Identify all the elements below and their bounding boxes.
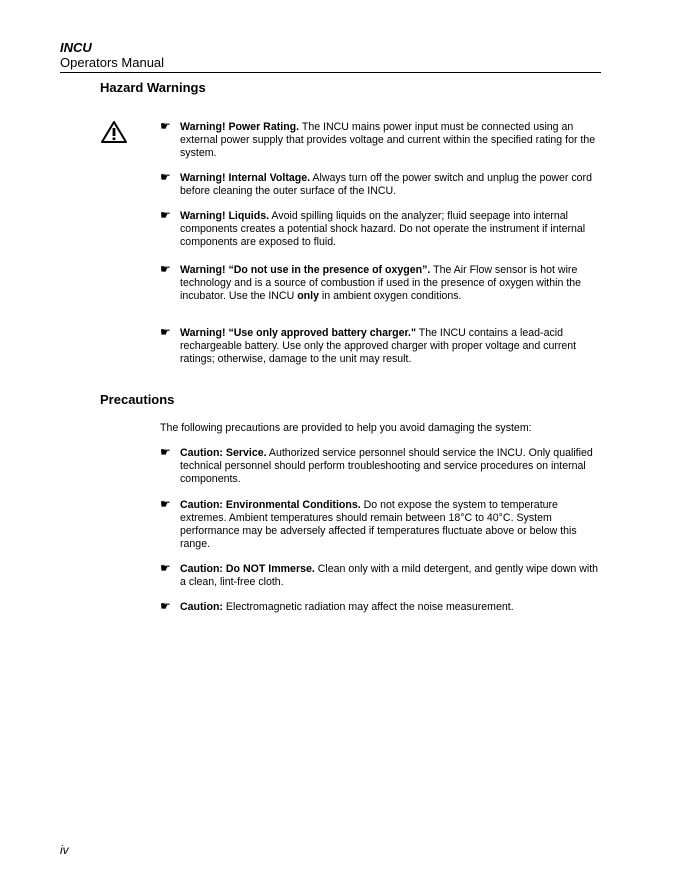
item-emphasis: only	[297, 290, 319, 302]
item-lead: Warning! Power Rating.	[180, 121, 300, 133]
item-text: Do not expose the system to temperature extremes. Ambient temperatures should remain between 18°C to 40°C. System performance may be adversely affected if temperatures fluctuate above or below this range.	[180, 499, 577, 550]
document-title: INCU	[60, 40, 92, 55]
hazard-warnings-heading: Hazard Warnings	[100, 80, 206, 95]
pointing-hand-icon: ☛	[160, 170, 171, 184]
warning-triangle-icon	[100, 120, 128, 144]
hazard-item-internal-voltage	[160, 172, 600, 198]
item-lead: Caution: Service.	[180, 447, 267, 459]
pointing-hand-icon: ☛	[160, 208, 171, 222]
pointing-hand-icon: ☛	[160, 325, 171, 339]
item-lead: Warning! Liquids.	[180, 210, 270, 222]
pointing-hand-icon: ☛	[160, 497, 171, 511]
pointing-hand-icon: ☛	[160, 262, 171, 276]
item-lead: Caution:	[180, 601, 223, 613]
page-header	[60, 40, 601, 73]
hazard-item-power-rating	[160, 121, 600, 160]
item-text: in ambient oxygen conditions.	[318, 290, 462, 302]
item-text: Authorized service personnel should service the INCU. Only qualified technical personnel should perform troubleshooting and service procedures on internal components.	[180, 447, 593, 485]
item-text: Electromagnetic radiation may affect the noise measurement.	[222, 601, 514, 613]
precaution-item-environmental	[160, 499, 600, 551]
item-text: The Air Flow sensor is hot wire technology and is a source of combustion if used in the presence of oxygen within the incubator. Use the INCU	[180, 264, 582, 302]
pointing-hand-icon: ☛	[160, 445, 171, 459]
item-lead: Warning! “Use only approved battery charger."	[180, 327, 416, 339]
pointing-hand-icon: ☛	[160, 561, 171, 575]
precautions-heading: Precautions	[100, 392, 175, 407]
item-lead: Caution: Do NOT Immerse.	[180, 563, 315, 575]
item-text: The INCU contains a lead-acid rechargeable battery. Use only the approved charger with proper voltage and current ratings; otherwise, damage to the unit may result.	[180, 327, 577, 365]
page-number: iv	[60, 843, 69, 857]
pointing-hand-icon: ☛	[160, 599, 171, 613]
hazard-item-oxygen	[160, 264, 600, 303]
precaution-item-immerse	[160, 563, 600, 589]
precautions-intro: The following precautions are provided to help you avoid damaging the system:	[160, 422, 532, 434]
hazard-item-liquids	[160, 210, 600, 249]
document-subtitle: Operators Manual	[60, 55, 165, 70]
item-text: Avoid spilling liquids on the analyzer; fluid seepage into internal components creates a potential shock hazard. Do not operate the instrument if internal components are exposed to fluid.	[180, 210, 586, 248]
precaution-item-service	[160, 447, 600, 486]
item-text: Clean only with a mild detergent, and gently wipe down with a clean, lint-free cloth.	[180, 563, 599, 588]
item-lead: Caution: Environmental Conditions.	[180, 499, 361, 511]
item-lead: Warning! “Do not use in the presence of oxygen”.	[180, 264, 431, 276]
item-text: Always turn off the power switch and unplug the power cord before cleaning the outer surface of the INCU.	[180, 172, 592, 197]
item-lead: Warning! Internal Voltage.	[180, 172, 311, 184]
item-text: The INCU mains power input must be connected using an external power supply that provides voltage and current within the specified rating for the system.	[180, 121, 596, 159]
hazard-item-battery-charger	[160, 327, 600, 366]
pointing-hand-icon: ☛	[160, 119, 171, 133]
header-rule	[60, 72, 601, 73]
precaution-item-electromagnetic	[160, 601, 600, 614]
